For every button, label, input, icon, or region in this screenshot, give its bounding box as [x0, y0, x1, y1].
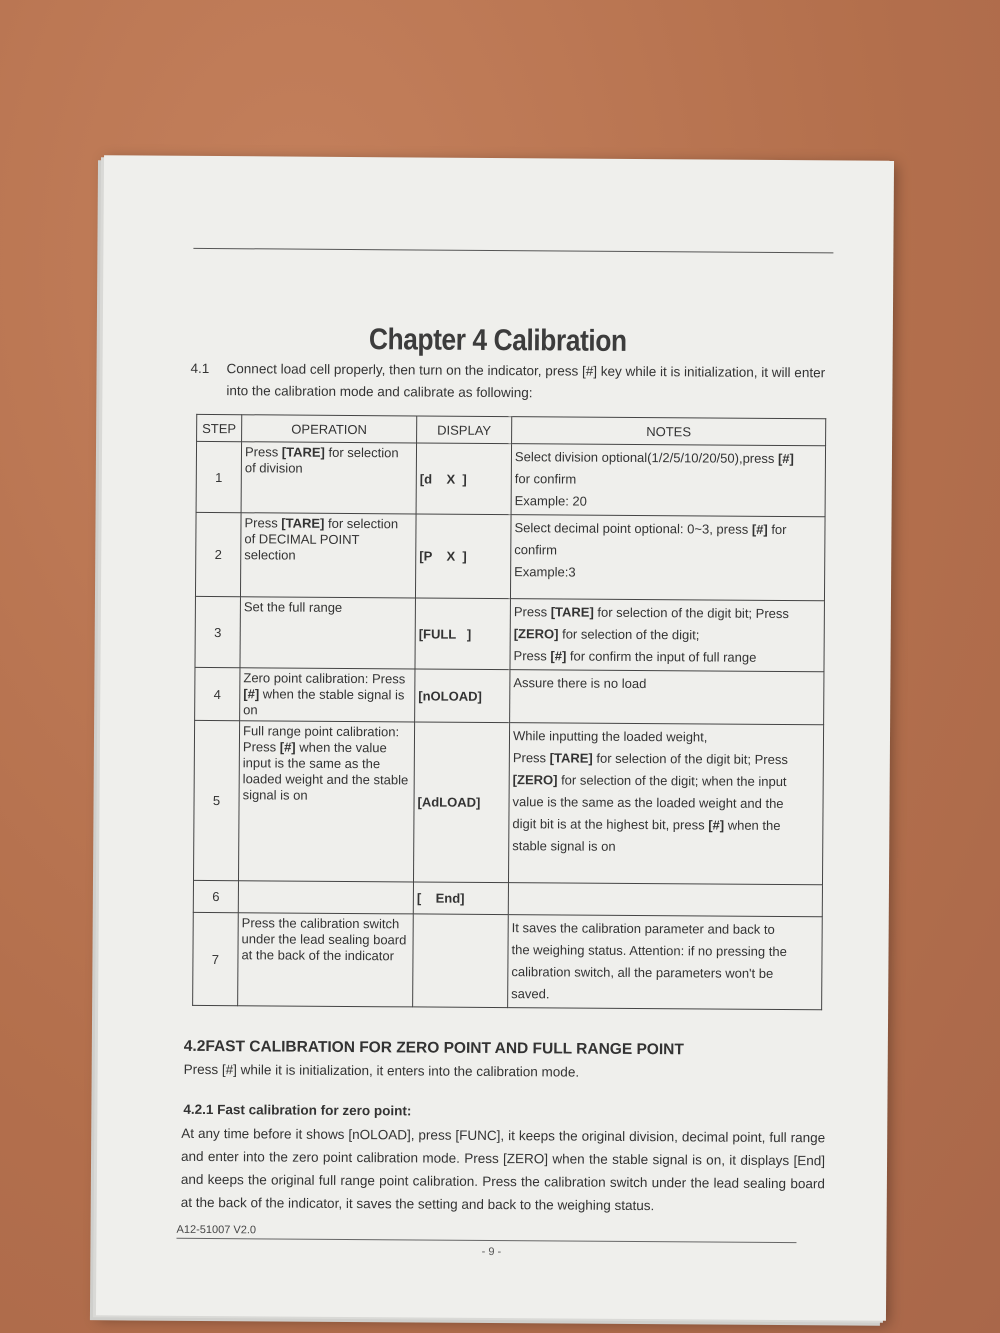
notes-post-text: when the — [724, 817, 781, 833]
notes-line — [511, 983, 818, 1007]
operation-pre-text: Press — [244, 515, 282, 531]
table-row — [193, 912, 823, 1009]
operation-post-text: for selection of division — [244, 444, 399, 476]
notes-bold-text: [TARE] — [550, 604, 594, 620]
operation-pre-text: Press — [244, 444, 282, 460]
operation-bold-text: [#] — [243, 686, 260, 702]
notes-line — [513, 725, 820, 749]
display-cell — [416, 443, 511, 515]
display-code: [nOLOAD] — [418, 687, 482, 704]
notes-pre-text: Assure there is no load — [513, 675, 647, 692]
notes-line — [513, 672, 820, 696]
notes-pre-text: Select division optional(1/2/5/10/20/50),press — [514, 449, 779, 466]
notes-post-text: for — [767, 521, 787, 538]
table-row — [196, 441, 825, 516]
notes-cell — [508, 883, 822, 917]
notes-line — [514, 517, 821, 541]
table-row — [193, 880, 822, 916]
notes-post-text: for selection of the digit; when the input — [557, 772, 787, 790]
display-code: [ End] — [416, 890, 465, 906]
display-cell — [415, 598, 510, 670]
calibration-table — [192, 414, 826, 1010]
notes-line — [513, 645, 820, 669]
notes-line — [514, 561, 821, 585]
notes-pre-text: Press — [512, 750, 550, 766]
notes-post-text: for selection of the digit; — [558, 626, 700, 643]
step-cell: 6 — [193, 880, 238, 912]
step-cell: 2 — [195, 512, 241, 596]
header-step: STEP — [197, 414, 242, 441]
display-code: [FULL ] — [418, 625, 472, 642]
notes-pre-text: Press — [513, 648, 551, 664]
notes-bold-text: [#] — [550, 648, 567, 664]
step-cell: 5 — [193, 720, 239, 880]
notes-line — [514, 539, 821, 563]
notes-bold-text: [#] — [708, 817, 725, 833]
display-cell — [413, 882, 508, 915]
operation-cell — [241, 442, 416, 514]
notes-pre-text: value is the same as the loaded weight and the — [512, 794, 784, 812]
notes-pre-text: While inputting the loaded weight, — [512, 728, 708, 745]
notes-bold-text: [#] — [777, 450, 794, 467]
intro-paragraph — [190, 358, 840, 407]
notes-pre-text: digit bit is at the highest bit, press — [512, 816, 709, 833]
notes-line — [511, 939, 818, 963]
notes-cell — [511, 444, 825, 517]
step-cell: 3 — [195, 596, 240, 667]
intro-number: 4.1 — [190, 360, 210, 376]
notes-post-text: for selection of the digit bit; Press — [593, 604, 789, 622]
header-rule — [193, 248, 833, 253]
operation-pre-text: Set the full range — [243, 599, 343, 615]
intro-text: Connect load cell properly, then turn on the indicator, press [#] key while it is initialization, it will enter into the calibration mode and calibrate as following: — [226, 361, 826, 401]
operation-post-text: when the stable signal is on — [243, 686, 405, 718]
notes-bold-text: [ZERO] — [512, 772, 558, 788]
footer-rule — [176, 1238, 796, 1243]
display-code: [AdLOAD] — [417, 794, 481, 810]
operation-cell — [240, 513, 416, 598]
section-4-2-1-title: 4.2.1 Fast calibration for zero point: — [183, 1101, 412, 1119]
notes-pre-text: Example: 20 — [514, 493, 587, 509]
display-cell — [413, 914, 509, 1008]
notes-pre-text: calibration switch, all the parameters won't be — [511, 964, 774, 981]
notes-line — [514, 623, 821, 647]
notes-pre-text: Select decimal point optional: 0~3, press — [514, 520, 752, 537]
table-row — [193, 720, 823, 884]
notes-pre-text: the weighing status. Attention: if no pressing the — [511, 942, 787, 960]
operation-bold-text: [TARE] — [281, 515, 325, 531]
display-cell — [415, 669, 510, 723]
notes-cell — [510, 599, 824, 672]
display-cell — [415, 514, 511, 599]
section-4-2-1-text: At any time before it shows [nOLOAD], press [FUNC], it keeps the original division, decimal point, full range and enter into the zero point calibration mode. Press [ZERO] when the stable signal is on, it displays [End] and keeps the original full range point calibration. Press the calibration switch under the lead sealing board at the back of the indicator, it saves the setting and back to the weighing status. — [180, 1125, 826, 1214]
notes-pre-text: Example:3 — [514, 564, 576, 580]
notes-cell — [508, 723, 823, 885]
header-operation: OPERATION — [242, 415, 417, 443]
notes-line — [513, 769, 820, 793]
table-row — [195, 596, 824, 671]
page-number: - 9 - — [481, 1245, 502, 1259]
notes-cell — [510, 670, 824, 725]
notes-pre-text: stable signal is on — [512, 838, 616, 854]
notes-cell — [508, 915, 823, 1010]
notes-line — [511, 961, 818, 985]
operation-cell — [238, 913, 414, 1007]
header-notes: NOTES — [512, 417, 826, 446]
display-code: [d X ] — [419, 470, 467, 487]
notes-line — [514, 601, 821, 625]
table-body — [193, 441, 826, 1009]
step-cell: 7 — [193, 912, 239, 1005]
notes-line — [512, 813, 819, 837]
notes-line — [513, 747, 820, 771]
operation-pre-text: Full range point calibration: Press — [242, 723, 400, 755]
operation-cell — [240, 668, 415, 722]
header-display: DISPLAY — [417, 416, 512, 444]
operation-pre-text: Press the calibration switch under the lead sealing board at the back of the indicator — [241, 915, 407, 964]
document-code: A12-51007 V2.0 — [176, 1223, 257, 1237]
operation-cell — [240, 597, 415, 669]
operation-post-text: when the value input is the same as the loaded weight and the stable signal is on — [242, 739, 409, 803]
operation-bold-text: [#] — [279, 739, 296, 755]
table-row — [195, 667, 824, 724]
notes-bold-text: [#] — [751, 521, 768, 537]
notes-line — [515, 490, 822, 514]
notes-bold-text: [ZERO] — [513, 626, 559, 642]
document-page — [96, 155, 894, 1320]
notes-bold-text: [TARE] — [549, 750, 593, 766]
operation-pre-text: Zero point calibration: Press — [243, 670, 406, 687]
notes-line — [512, 791, 819, 815]
notes-post-text: for confirm the input of full range — [566, 648, 757, 665]
notes-pre-text: Press — [513, 604, 551, 620]
chapter-title: Chapter 4 Calibration — [368, 323, 627, 358]
section-4-2-title: 4.2FAST CALIBRATION FOR ZERO POINT AND FULL RANGE POINT — [183, 1037, 684, 1059]
notes-pre-text: for confirm — [514, 471, 577, 487]
operation-cell — [238, 721, 414, 882]
notes-pre-text: confirm — [514, 542, 557, 558]
operation-bold-text: [TARE] — [281, 444, 325, 460]
notes-line — [515, 446, 822, 470]
operation-cell — [238, 881, 413, 914]
notes-cell — [510, 515, 825, 601]
notes-pre-text: It saves the calibration parameter and back to — [511, 920, 775, 937]
display-code: [P X ] — [419, 548, 467, 564]
display-cell — [413, 722, 509, 883]
step-cell: 4 — [195, 667, 240, 720]
notes-line — [512, 917, 819, 941]
table-row — [195, 512, 825, 600]
step-cell: 1 — [196, 441, 241, 512]
notes-line — [515, 468, 822, 492]
notes-line — [512, 835, 819, 859]
notes-pre-text: saved. — [511, 986, 550, 1002]
section-4-2-text: Press [#] while it is initialization, it enters into the calibration mode. — [183, 1061, 580, 1080]
operation-post-text: for selection of DECIMAL POINT selection — [244, 515, 399, 563]
notes-post-text: for selection of the digit bit; Press — [592, 750, 788, 768]
